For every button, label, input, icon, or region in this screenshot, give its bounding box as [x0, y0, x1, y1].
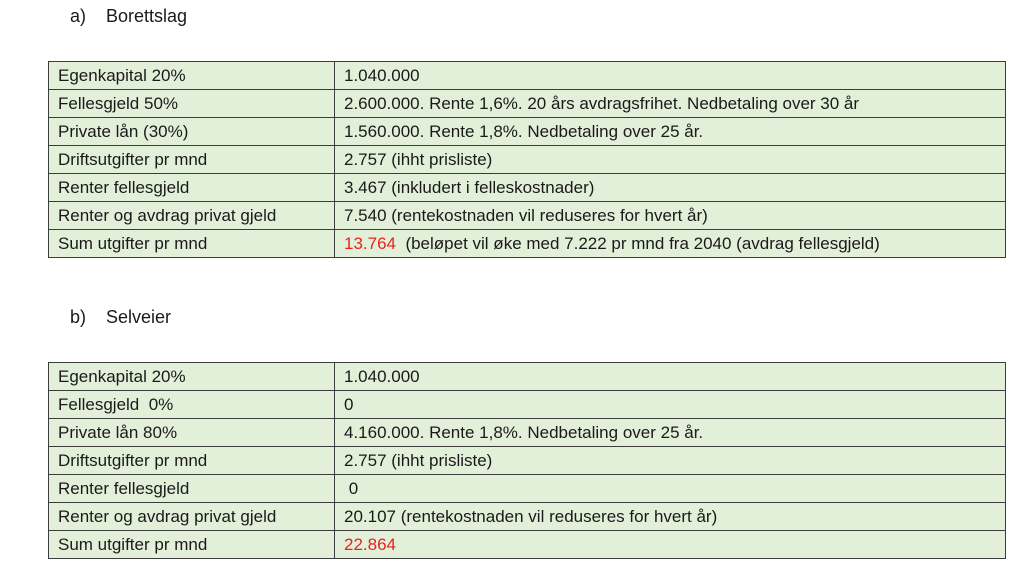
section-letter: a): [70, 6, 87, 26]
row-value: [335, 531, 1006, 559]
section-title: Selveier: [106, 307, 172, 327]
total-note: (beløpet vil øke med 7.222 pr mnd fra 2040 (avdrag fellesgjeld): [396, 234, 880, 253]
row-value: 2.757 (ihht prisliste): [335, 146, 1006, 174]
row-label: Renter og avdrag privat gjeld: [49, 202, 335, 230]
row-value: 1.040.000: [335, 363, 1006, 391]
table-row: [49, 62, 1006, 90]
row-label: Renter fellesgjeld: [49, 174, 335, 202]
table-row: [49, 503, 1006, 531]
total-amount: 22.864: [344, 535, 396, 554]
row-value: 2.757 (ihht prisliste): [335, 447, 1006, 475]
row-label: Egenkapital 20%: [49, 363, 335, 391]
row-label: Renter og avdrag privat gjeld: [49, 503, 335, 531]
row-label: Fellesgjeld 50%: [49, 90, 335, 118]
table-row: [49, 475, 1006, 503]
row-value: 1.040.000: [335, 62, 1006, 90]
table-row: [49, 202, 1006, 230]
row-value: 20.107 (rentekostnaden vil reduseres for hvert år): [335, 503, 1006, 531]
table-row: [49, 118, 1006, 146]
row-value: 0: [335, 391, 1006, 419]
row-value: 3.467 (inkludert i felleskostnader): [335, 174, 1006, 202]
table-row-total: [49, 531, 1006, 559]
table-row: [49, 391, 1006, 419]
table-row: [49, 447, 1006, 475]
table-row: [49, 90, 1006, 118]
row-value: 4.160.000. Rente 1,8%. Nedbetaling over 25 år.: [335, 419, 1006, 447]
row-label: Sum utgifter pr mnd: [49, 230, 335, 258]
row-value: 7.540 (rentekostnaden vil reduseres for hvert år): [335, 202, 1006, 230]
row-label: Renter fellesgjeld: [49, 475, 335, 503]
section-letter: b): [70, 307, 87, 327]
table-row: [49, 146, 1006, 174]
table-row-total: [49, 230, 1006, 258]
row-value: 1.560.000. Rente 1,8%. Nedbetaling over 25 år.: [335, 118, 1006, 146]
row-label: Driftsutgifter pr mnd: [49, 146, 335, 174]
section-heading-selveier: [70, 306, 171, 328]
row-value: [335, 230, 1006, 258]
selveier-cost-table: [48, 362, 1006, 559]
section-heading-borettslag: [70, 5, 187, 27]
row-label: Fellesgjeld 0%: [49, 391, 335, 419]
row-value: 0: [335, 475, 1006, 503]
row-value: 2.600.000. Rente 1,6%. 20 års avdragsfrihet. Nedbetaling over 30 år: [335, 90, 1006, 118]
borettslag-cost-table: [48, 61, 1006, 258]
row-label: Private lån (30%): [49, 118, 335, 146]
total-amount: 13.764: [344, 234, 396, 253]
row-label: Sum utgifter pr mnd: [49, 531, 335, 559]
table-row: [49, 419, 1006, 447]
row-label: Driftsutgifter pr mnd: [49, 447, 335, 475]
section-title: Borettslag: [106, 6, 188, 26]
row-label: Private lån 80%: [49, 419, 335, 447]
table-row: [49, 174, 1006, 202]
row-label: Egenkapital 20%: [49, 62, 335, 90]
table-row: [49, 363, 1006, 391]
